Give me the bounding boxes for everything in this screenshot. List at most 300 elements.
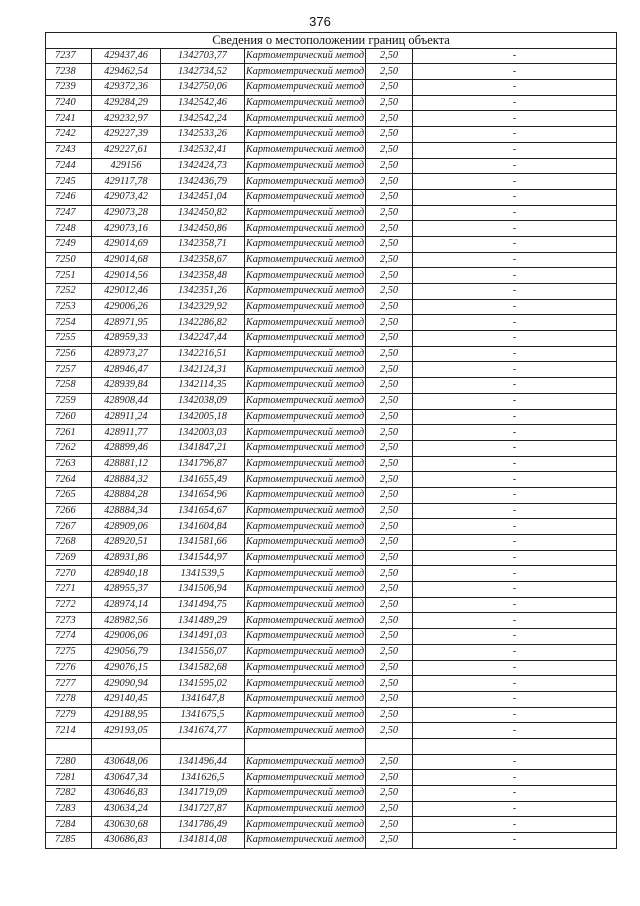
y-coordinate-cell: 1342542,46 (161, 95, 245, 111)
method-cell: Картометрический метод (245, 80, 366, 96)
y-coordinate-cell: 1342533,26 (161, 127, 245, 143)
point-number-cell: 7237 (46, 48, 92, 64)
table-row (46, 833, 617, 849)
table-row (46, 629, 617, 645)
point-number-cell: 7259 (46, 393, 92, 409)
y-coordinate-cell: 1341674,77 (161, 723, 245, 739)
description-cell: - (413, 566, 617, 582)
description-cell: - (413, 582, 617, 598)
description-cell: - (413, 519, 617, 535)
y-coordinate-cell: 1341847,21 (161, 440, 245, 456)
x-coordinate-cell: 428920,51 (92, 535, 161, 551)
point-number-cell: 7268 (46, 535, 92, 551)
table-row (46, 315, 617, 331)
point-number-cell: 7242 (46, 127, 92, 143)
table-row (46, 786, 617, 802)
y-coordinate-cell: 1342247,44 (161, 331, 245, 347)
description-cell: - (413, 723, 617, 739)
point-number-cell: 7280 (46, 754, 92, 770)
description-cell: - (413, 472, 617, 488)
point-number-cell: 7251 (46, 268, 92, 284)
y-coordinate-cell: 1341556,07 (161, 644, 245, 660)
y-coordinate-cell: 1342750,06 (161, 80, 245, 96)
x-coordinate-cell: 428974,14 (92, 597, 161, 613)
method-cell: Картометрический метод (245, 519, 366, 535)
group-separator-row (46, 738, 617, 754)
separator-cell (366, 738, 413, 754)
accuracy-cell: 2,50 (366, 456, 413, 472)
x-coordinate-cell: 430647,34 (92, 770, 161, 786)
y-coordinate-cell: 1342003,03 (161, 425, 245, 441)
description-cell: - (413, 440, 617, 456)
table-row (46, 95, 617, 111)
x-coordinate-cell: 428940,18 (92, 566, 161, 582)
y-coordinate-cell: 1341506,94 (161, 582, 245, 598)
table-row (46, 142, 617, 158)
description-cell: - (413, 268, 617, 284)
y-coordinate-cell: 1342329,92 (161, 299, 245, 315)
point-number-cell: 7250 (46, 252, 92, 268)
y-coordinate-cell: 1342450,82 (161, 205, 245, 221)
x-coordinate-cell: 429284,29 (92, 95, 161, 111)
x-coordinate-cell: 429188,95 (92, 707, 161, 723)
table-row (46, 691, 617, 707)
x-coordinate-cell: 429014,56 (92, 268, 161, 284)
point-number-cell: 7285 (46, 833, 92, 849)
accuracy-cell: 2,50 (366, 331, 413, 347)
accuracy-cell: 2,50 (366, 425, 413, 441)
table-row (46, 535, 617, 551)
table-row (46, 236, 617, 252)
method-cell: Картометрический метод (245, 127, 366, 143)
y-coordinate-cell: 1342532,41 (161, 142, 245, 158)
x-coordinate-cell: 428946,47 (92, 362, 161, 378)
table-row (46, 205, 617, 221)
method-cell: Картометрический метод (245, 707, 366, 723)
y-coordinate-cell: 1341814,08 (161, 833, 245, 849)
table-row (46, 644, 617, 660)
description-cell: - (413, 535, 617, 551)
description-cell: - (413, 299, 617, 315)
table-row (46, 362, 617, 378)
x-coordinate-cell: 428881,12 (92, 456, 161, 472)
x-coordinate-cell: 429014,68 (92, 252, 161, 268)
accuracy-cell: 2,50 (366, 644, 413, 660)
description-cell: - (413, 158, 617, 174)
table-row (46, 707, 617, 723)
table-row (46, 440, 617, 456)
accuracy-cell: 2,50 (366, 754, 413, 770)
method-cell: Картометрический метод (245, 817, 366, 833)
y-coordinate-cell: 1341647,8 (161, 691, 245, 707)
method-cell: Картометрический метод (245, 252, 366, 268)
method-cell: Картометрический метод (245, 205, 366, 221)
point-number-cell: 7260 (46, 409, 92, 425)
description-cell: - (413, 487, 617, 503)
x-coordinate-cell: 429076,15 (92, 660, 161, 676)
point-number-cell: 7262 (46, 440, 92, 456)
y-coordinate-cell: 1341675,5 (161, 707, 245, 723)
table-row (46, 582, 617, 598)
method-cell: Картометрический метод (245, 723, 366, 739)
point-number-cell: 7284 (46, 817, 92, 833)
method-cell: Картометрический метод (245, 676, 366, 692)
method-cell: Картометрический метод (245, 754, 366, 770)
x-coordinate-cell: 429006,26 (92, 299, 161, 315)
y-coordinate-cell: 1342542,24 (161, 111, 245, 127)
table-row (46, 487, 617, 503)
point-number-cell: 7256 (46, 346, 92, 362)
method-cell: Картометрический метод (245, 503, 366, 519)
description-cell: - (413, 770, 617, 786)
accuracy-cell: 2,50 (366, 189, 413, 205)
method-cell: Картометрический метод (245, 535, 366, 551)
method-cell: Картометрический метод (245, 644, 366, 660)
table-row (46, 48, 617, 64)
table-row (46, 550, 617, 566)
point-number-cell: 7247 (46, 205, 92, 221)
accuracy-cell: 2,50 (366, 252, 413, 268)
y-coordinate-cell: 1341581,66 (161, 535, 245, 551)
table-header-row (46, 33, 617, 49)
description-cell: - (413, 80, 617, 96)
accuracy-cell: 2,50 (366, 315, 413, 331)
table-row (46, 472, 617, 488)
description-cell: - (413, 786, 617, 802)
table-row (46, 519, 617, 535)
y-coordinate-cell: 1342114,35 (161, 378, 245, 394)
point-number-cell: 7255 (46, 331, 92, 347)
accuracy-cell: 2,50 (366, 236, 413, 252)
accuracy-cell: 2,50 (366, 174, 413, 190)
accuracy-cell: 2,50 (366, 95, 413, 111)
method-cell: Картометрический метод (245, 346, 366, 362)
x-coordinate-cell: 428931,86 (92, 550, 161, 566)
description-cell: - (413, 707, 617, 723)
description-cell: - (413, 644, 617, 660)
x-coordinate-cell: 429372,36 (92, 80, 161, 96)
point-number-cell: 7264 (46, 472, 92, 488)
y-coordinate-cell: 1341796,87 (161, 456, 245, 472)
method-cell: Картометрический метод (245, 64, 366, 80)
table-row (46, 613, 617, 629)
y-coordinate-cell: 1342358,71 (161, 236, 245, 252)
method-cell: Картометрический метод (245, 284, 366, 300)
method-cell: Картометрический метод (245, 566, 366, 582)
accuracy-cell: 2,50 (366, 268, 413, 284)
method-cell: Картометрический метод (245, 299, 366, 315)
y-coordinate-cell: 1342734,52 (161, 64, 245, 80)
description-cell: - (413, 597, 617, 613)
y-coordinate-cell: 1342450,86 (161, 221, 245, 237)
method-cell: Картометрический метод (245, 691, 366, 707)
table-row (46, 425, 617, 441)
method-cell: Картометрический метод (245, 48, 366, 64)
table-row (46, 189, 617, 205)
table-row (46, 111, 617, 127)
point-number-cell: 7252 (46, 284, 92, 300)
boundary-coordinates-table (45, 32, 617, 849)
description-cell: - (413, 127, 617, 143)
page-number: 376 (309, 14, 331, 29)
method-cell: Картометрический метод (245, 487, 366, 503)
x-coordinate-cell: 428971,95 (92, 315, 161, 331)
accuracy-cell: 2,50 (366, 487, 413, 503)
description-cell: - (413, 550, 617, 566)
accuracy-cell: 2,50 (366, 299, 413, 315)
table-row (46, 346, 617, 362)
description-cell: - (413, 393, 617, 409)
method-cell: Картометрический метод (245, 660, 366, 676)
method-cell: Картометрический метод (245, 550, 366, 566)
x-coordinate-cell: 428884,32 (92, 472, 161, 488)
point-number-cell: 7249 (46, 236, 92, 252)
accuracy-cell: 2,50 (366, 723, 413, 739)
y-coordinate-cell: 1341491,03 (161, 629, 245, 645)
method-cell: Картометрический метод (245, 158, 366, 174)
x-coordinate-cell: 429090,94 (92, 676, 161, 692)
point-number-cell: 7269 (46, 550, 92, 566)
y-coordinate-cell: 1341582,68 (161, 660, 245, 676)
y-coordinate-cell: 1342351,26 (161, 284, 245, 300)
accuracy-cell: 2,50 (366, 127, 413, 143)
x-coordinate-cell: 429156 (92, 158, 161, 174)
accuracy-cell: 2,50 (366, 205, 413, 221)
accuracy-cell: 2,50 (366, 566, 413, 582)
y-coordinate-cell: 1341654,96 (161, 487, 245, 503)
x-coordinate-cell: 429014,69 (92, 236, 161, 252)
separator-cell (161, 738, 245, 754)
point-number-cell: 7261 (46, 425, 92, 441)
description-cell: - (413, 64, 617, 80)
table-row (46, 503, 617, 519)
method-cell: Картометрический метод (245, 174, 366, 190)
separator-cell (245, 738, 366, 754)
description-cell: - (413, 174, 617, 190)
accuracy-cell: 2,50 (366, 142, 413, 158)
description-cell: - (413, 409, 617, 425)
point-number-cell: 7240 (46, 95, 92, 111)
description-cell: - (413, 378, 617, 394)
y-coordinate-cell: 1342424,73 (161, 158, 245, 174)
method-cell: Картометрический метод (245, 425, 366, 441)
y-coordinate-cell: 1341496,44 (161, 754, 245, 770)
accuracy-cell: 2,50 (366, 833, 413, 849)
accuracy-cell: 2,50 (366, 346, 413, 362)
method-cell: Картометрический метод (245, 770, 366, 786)
table-row (46, 409, 617, 425)
description-cell: - (413, 754, 617, 770)
description-cell: - (413, 346, 617, 362)
accuracy-cell: 2,50 (366, 613, 413, 629)
point-number-cell: 7273 (46, 613, 92, 629)
description-cell: - (413, 801, 617, 817)
table-row (46, 80, 617, 96)
point-number-cell: 7281 (46, 770, 92, 786)
method-cell: Картометрический метод (245, 236, 366, 252)
accuracy-cell: 2,50 (366, 817, 413, 833)
y-coordinate-cell: 1341719,09 (161, 786, 245, 802)
y-coordinate-cell: 1342358,48 (161, 268, 245, 284)
accuracy-cell: 2,50 (366, 691, 413, 707)
y-coordinate-cell: 1342358,67 (161, 252, 245, 268)
method-cell: Картометрический метод (245, 221, 366, 237)
description-cell: - (413, 95, 617, 111)
x-coordinate-cell: 430630,68 (92, 817, 161, 833)
x-coordinate-cell: 429012,46 (92, 284, 161, 300)
x-coordinate-cell: 430648,06 (92, 754, 161, 770)
method-cell: Картометрический метод (245, 268, 366, 284)
x-coordinate-cell: 429140,45 (92, 691, 161, 707)
y-coordinate-cell: 1342124,31 (161, 362, 245, 378)
point-number-cell: 7246 (46, 189, 92, 205)
description-cell: - (413, 503, 617, 519)
accuracy-cell: 2,50 (366, 158, 413, 174)
accuracy-cell: 2,50 (366, 378, 413, 394)
accuracy-cell: 2,50 (366, 472, 413, 488)
point-number-cell: 7245 (46, 174, 92, 190)
accuracy-cell: 2,50 (366, 221, 413, 237)
accuracy-cell: 2,50 (366, 582, 413, 598)
y-coordinate-cell: 1341727,87 (161, 801, 245, 817)
table-row (46, 64, 617, 80)
accuracy-cell: 2,50 (366, 660, 413, 676)
method-cell: Картометрический метод (245, 597, 366, 613)
x-coordinate-cell: 428884,34 (92, 503, 161, 519)
separator-cell (92, 738, 161, 754)
method-cell: Картометрический метод (245, 582, 366, 598)
x-coordinate-cell: 429227,61 (92, 142, 161, 158)
y-coordinate-cell: 1341604,84 (161, 519, 245, 535)
accuracy-cell: 2,50 (366, 801, 413, 817)
point-number-cell: 7272 (46, 597, 92, 613)
y-coordinate-cell: 1341489,29 (161, 613, 245, 629)
accuracy-cell: 2,50 (366, 111, 413, 127)
point-number-cell: 7241 (46, 111, 92, 127)
y-coordinate-cell: 1341654,67 (161, 503, 245, 519)
table-row (46, 284, 617, 300)
y-coordinate-cell: 1342038,09 (161, 393, 245, 409)
method-cell: Картометрический метод (245, 472, 366, 488)
table-row (46, 754, 617, 770)
description-cell: - (413, 142, 617, 158)
point-number-cell: 7258 (46, 378, 92, 394)
method-cell: Картометрический метод (245, 393, 366, 409)
point-number-cell: 7279 (46, 707, 92, 723)
description-cell: - (413, 362, 617, 378)
x-coordinate-cell: 428939,84 (92, 378, 161, 394)
point-number-cell: 7282 (46, 786, 92, 802)
description-cell: - (413, 252, 617, 268)
description-cell: - (413, 189, 617, 205)
accuracy-cell: 2,50 (366, 770, 413, 786)
method-cell: Картометрический метод (245, 315, 366, 331)
x-coordinate-cell: 428908,44 (92, 393, 161, 409)
accuracy-cell: 2,50 (366, 707, 413, 723)
table-title: Сведения о местоположении границ объекта (46, 33, 617, 49)
table-row (46, 378, 617, 394)
method-cell: Картометрический метод (245, 456, 366, 472)
point-number-cell: 7244 (46, 158, 92, 174)
method-cell: Картометрический метод (245, 331, 366, 347)
x-coordinate-cell: 428955,37 (92, 582, 161, 598)
accuracy-cell: 2,50 (366, 409, 413, 425)
accuracy-cell: 2,50 (366, 550, 413, 566)
accuracy-cell: 2,50 (366, 393, 413, 409)
x-coordinate-cell: 429006,06 (92, 629, 161, 645)
table-row (46, 252, 617, 268)
x-coordinate-cell: 429073,28 (92, 205, 161, 221)
description-cell: - (413, 629, 617, 645)
accuracy-cell: 2,50 (366, 64, 413, 80)
method-cell: Картометрический метод (245, 629, 366, 645)
y-coordinate-cell: 1341494,75 (161, 597, 245, 613)
description-cell: - (413, 676, 617, 692)
x-coordinate-cell: 429073,42 (92, 189, 161, 205)
point-number-cell: 7274 (46, 629, 92, 645)
accuracy-cell: 2,50 (366, 440, 413, 456)
accuracy-cell: 2,50 (366, 362, 413, 378)
x-coordinate-cell: 428911,24 (92, 409, 161, 425)
accuracy-cell: 2,50 (366, 597, 413, 613)
accuracy-cell: 2,50 (366, 519, 413, 535)
x-coordinate-cell: 429462,54 (92, 64, 161, 80)
description-cell: - (413, 613, 617, 629)
accuracy-cell: 2,50 (366, 503, 413, 519)
x-coordinate-cell: 429117,78 (92, 174, 161, 190)
description-cell: - (413, 284, 617, 300)
accuracy-cell: 2,50 (366, 676, 413, 692)
table-row (46, 158, 617, 174)
point-number-cell: 7248 (46, 221, 92, 237)
x-coordinate-cell: 429056,79 (92, 644, 161, 660)
method-cell: Картометрический метод (245, 189, 366, 205)
y-coordinate-cell: 1341655,49 (161, 472, 245, 488)
y-coordinate-cell: 1341539,5 (161, 566, 245, 582)
x-coordinate-cell: 428982,56 (92, 613, 161, 629)
table-row (46, 331, 617, 347)
y-coordinate-cell: 1342216,51 (161, 346, 245, 362)
point-number-cell: 7283 (46, 801, 92, 817)
x-coordinate-cell: 429232,97 (92, 111, 161, 127)
table-row (46, 174, 617, 190)
accuracy-cell: 2,50 (366, 284, 413, 300)
point-number-cell: 7243 (46, 142, 92, 158)
point-number-cell: 7277 (46, 676, 92, 692)
x-coordinate-cell: 429073,16 (92, 221, 161, 237)
point-number-cell: 7214 (46, 723, 92, 739)
x-coordinate-cell: 429437,46 (92, 48, 161, 64)
x-coordinate-cell: 430686,83 (92, 833, 161, 849)
y-coordinate-cell: 1342286,82 (161, 315, 245, 331)
accuracy-cell: 2,50 (366, 535, 413, 551)
description-cell: - (413, 456, 617, 472)
point-number-cell: 7278 (46, 691, 92, 707)
description-cell: - (413, 111, 617, 127)
description-cell: - (413, 48, 617, 64)
description-cell: - (413, 331, 617, 347)
description-cell: - (413, 315, 617, 331)
description-cell: - (413, 205, 617, 221)
method-cell: Картометрический метод (245, 409, 366, 425)
table-row (46, 770, 617, 786)
table-row (46, 456, 617, 472)
x-coordinate-cell: 428973,27 (92, 346, 161, 362)
point-number-cell: 7271 (46, 582, 92, 598)
description-cell: - (413, 691, 617, 707)
description-cell: - (413, 221, 617, 237)
description-cell: - (413, 817, 617, 833)
